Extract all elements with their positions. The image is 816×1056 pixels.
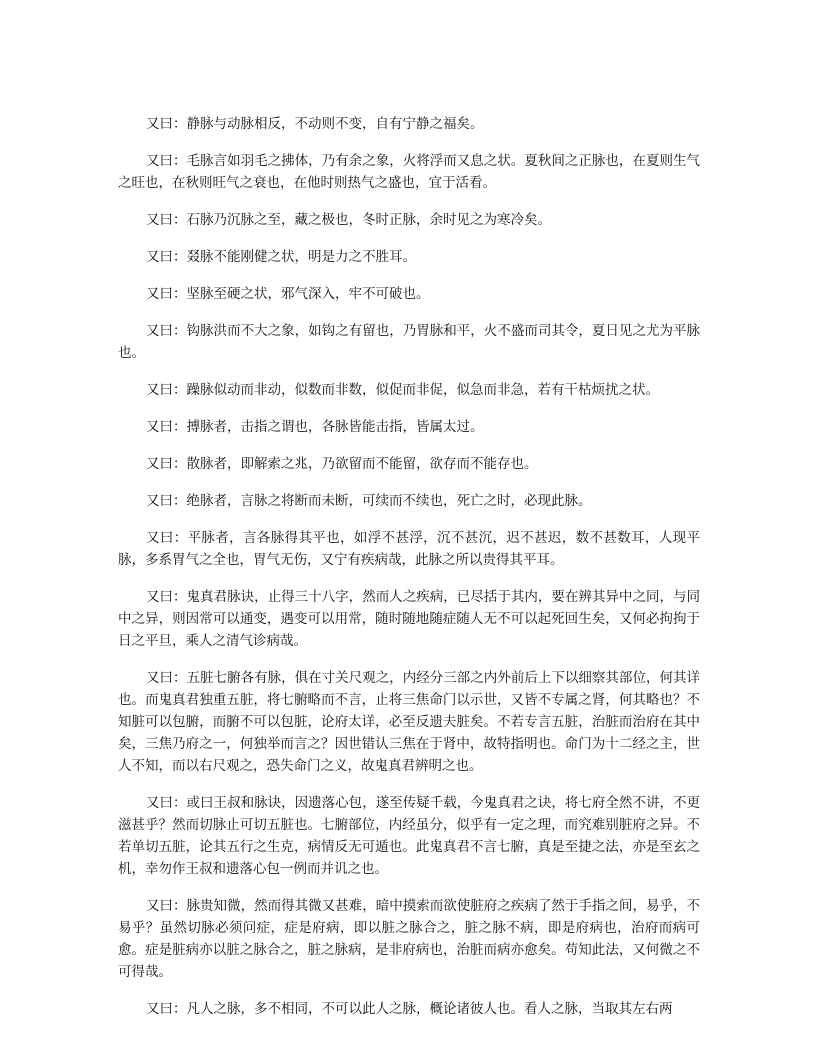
- paragraph-6: 又曰：钩脉洪而不大之象，如钩之有留也，乃胃脉和平，火不盛而司其令，夏日见之尤为平脉也。: [118, 323, 700, 361]
- paragraph-7: 又曰：躁脉似动而非动，似数而非数，似促而非促，似急而非急，若有干枯烦扰之状。: [146, 382, 659, 398]
- paragraph-3: 又曰：石脉乃沉脉之至，藏之极也，冬时正脉，余时见之为寒冷矣。: [146, 212, 551, 228]
- paragraph-15: 又曰：脉贵知微，然而得其微又甚难，暗中摸索而欲使脏府之疾病了然于手指之间，易乎，不易乎？虽然切脉必须问症，症是府病，即以脏之脉合之，脏之脉不病，即是府病也，治府而病可愈。症是脏病亦以脏之脉合之，脏之脉病，是非府病也，治脏而病亦愈矣。苟知此法，又何微之不可得哉。: [118, 898, 700, 980]
- text-body: [118, 113, 700, 1035]
- paragraph-9: 又曰：散脉者，即解索之兆，乃欲留而不能留，欲存而不能存也。: [146, 456, 538, 472]
- paragraph-11: 又曰：平脉者，言各脉得其平也，如浮不甚浮，沉不甚沉，迟不甚迟，数不甚数耳，人现平脉，多系胃气之全也，胃气无伤，又宁有疾病哉，此脉之所以贵得其平耳。: [118, 530, 700, 568]
- paragraph-10: 又曰：绝脉者，言脉之将断而未断，可续而不续也，死亡之时，必现此脉。: [146, 493, 592, 509]
- paragraph-4: 又曰：叕脉不能刚健之状，明是力之不胜耳。: [146, 249, 416, 265]
- paragraph-12: 又曰：鬼真君脉诀，止得三十八字，然而人之疾病，已尽括于其内，要在辨其异中之同，与同中之异，则因常可以通变，遇变可以用常，随时随地随症随人无不可以起死回生矣，又何必拘拘于日之平旦，乘人之清气诊病哉。: [118, 589, 700, 649]
- paragraph-13: 又曰：五脏七腑各有脉，俱在寸关尺观之，内经分三部之内外前后上下以细察其部位，何其详也。而鬼真君独重五脏，将七腑略而不言，止将三焦命门以示世，又皆不专属之肾，何其略也？不知脏可以包腑，而腑不可以包脏，论府太详，必至反遗夫脏矣。不若专言五脏，治脏而治府在其中矣，三焦乃府之一，何独举而言之？因世错认三焦在于肾中，故特指明也。命门为十二经之主，世人不知，而以右尺观之，恐失命门之义，故鬼真君辨明之也。: [118, 670, 700, 774]
- paragraph-2: 又曰：毛脉言如羽毛之拂体，乃有余之象，火将浮而又息之状。夏秋间之正脉也，在夏则生气之旺也，在秋则旺气之衰也，在他时则热气之盛也，宜于活看。: [118, 153, 700, 191]
- paragraph-14: 又曰：或曰王叔和脉诀，因遗落心包，遂至传疑千载，今鬼真君之诀，将七府全然不讲，不更滋甚乎？然而切脉止可切五脏也。七腑部位，内经虽分，似乎有一定之理，而究难别脏府之异。不若单切五脏，论其五行之生克，病情反无可遁也。此鬼真君不言七腑，真是至捷之法，亦是至玄之机，幸勿作王叔和遗落心包一例而并讥之也。: [118, 795, 700, 877]
- paragraph-5: 又曰：坚脉至硬之状，邪气深入，牢不可破也。: [146, 286, 430, 302]
- paragraph-8: 又曰：搏脉者，击指之谓也，各脉皆能击指，皆属太过。: [146, 419, 484, 435]
- paragraph-16: 又曰：凡人之脉，多不相同，不可以此人之脉，概论诸彼人也。看人之脉，当取其左右两: [146, 1001, 673, 1017]
- paragraph-1: 又曰：静脉与动脉相反，不动则不变，自有宁静之福矣。: [146, 116, 484, 132]
